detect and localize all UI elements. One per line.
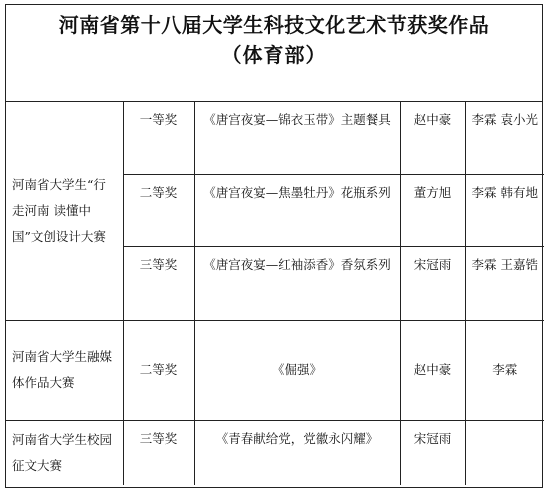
prize-cell: 二等奖 [123, 174, 194, 246]
work-cell: 《倔强》 [194, 320, 400, 420]
work-cell: 《唐宫夜宴—锦衣玉带》主题餐具 [194, 102, 400, 174]
competition-name: 河南省大学生校园征文大赛 [6, 420, 123, 485]
author-cell: 赵中豪 [400, 320, 465, 420]
advisor-cell: 李霖 韩有地 [465, 174, 544, 246]
advisor-cell: 李霖 [465, 320, 544, 420]
author-cell: 宋冠雨 [400, 420, 465, 485]
table-row [6, 420, 544, 485]
prize-cell: 一等奖 [123, 102, 194, 174]
author-cell: 宋冠雨 [400, 246, 465, 320]
competition-name: 河南省大学生融媒体作品大赛 [6, 320, 123, 420]
awards-table [6, 102, 544, 485]
advisor-cell [465, 420, 544, 485]
competition-name: 河南省大学生“行走河南 读懂中国”文创设计大赛 [6, 102, 123, 320]
advisor-cell: 李霖 袁小光 [465, 102, 544, 174]
prize-cell: 三等奖 [123, 246, 194, 320]
author-cell: 赵中豪 [400, 102, 465, 174]
advisor-cell: 李霖 王嘉锆 [465, 246, 544, 320]
table-row [6, 102, 544, 174]
title-line-1: 河南省第十八届大学生科技文化艺术节获奖作品 [58, 13, 490, 37]
work-cell: 《青春献给党，党徽永闪耀》 [194, 420, 400, 485]
work-cell: 《唐宫夜宴—焦墨牡丹》花瓶系列 [194, 174, 400, 246]
author-cell: 董方旭 [400, 174, 465, 246]
title-line-2: （体育部） [221, 43, 327, 67]
work-cell: 《唐宫夜宴—红袖添香》香氛系列 [194, 246, 400, 320]
prize-cell: 三等奖 [123, 420, 194, 485]
table-row [6, 320, 544, 420]
document-title [6, 5, 542, 102]
award-sheet [5, 4, 543, 488]
prize-cell: 二等奖 [123, 320, 194, 420]
